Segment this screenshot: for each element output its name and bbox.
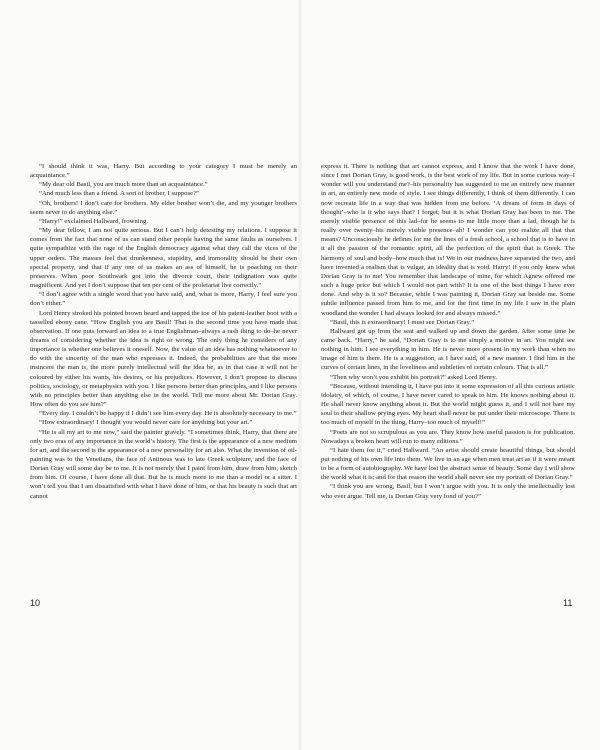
paragraph: “How extraordinary! I thought you would never care for anything but your art.” (39, 419, 253, 427)
paragraph: “Because, without intending it, I have put into it some expression of all this curious artistic idolatry, of which, of course, I have never cared to speak to him. He knows nothing about it. He shall never know anything about it. But the world might guess it, and I will not bare my soul to their shallow prying eyes. My heart shall never be put under their microscope. There is too much of myself in the thing, Harry–too much of myself!” (321, 382, 575, 427)
paragraph: “He is all my art to me now,” said the painter gravely. “I sometimes think, Harry, that there are only two eras of any importance in the world’s history. The first is the appearance of a new medium for art, and the second is the appearance of a new personality for art also. What the invention of oil-painting was to the Venetians, the face of Antinous was to late Greek sculpture, and the face of Dorian Gray will some day be to me. It is not merely that I paint from him, draw from him, sketch from him. Of course, I have done all that. But he is much more to me than a model or a sitter. I won’t tell you that I am dissatisfied with what I have done of him, or that his beauty is such that art cannot (30, 428, 297, 500)
paragraph: “Basil, this is extraordinary! I must see Dorian Gray.” (330, 318, 475, 326)
paragraph: Hallward got up from the seat and walked up and down the garden. After some time he came back. “Harry,” he said, “Dorian Gray is to me simply a motive in art. You might see nothing in him. I see everything in him. He is never more present in my work than when no image of him is there. He is a suggestion, as I have said, of a new manner. I find him in the curves of certain lines, in the loveliness and subtleties of certain colours. That is all.” (321, 327, 575, 372)
paragraph: “My dear fellow, I am not quite serious. But I can’t help detesting my relations. I suppose it comes from the fact that none of us can stand other people having the same faults as ourselves. I quite sympathize with the rage of the English democracy against what they call the vices of the upper orders. The masses feel that drunkenness, stupidity, and immorality should be their own special property, and that if any one of us makes an ass of himself, he is poaching on their preserves. When poor Southwark got into the divorce court, their indignation was quite magnificent. And yet I don’t suppose that ten per cent of the proletariat live correctly.” (30, 227, 297, 290)
page-number-left: 10 (30, 598, 41, 608)
paragraph: “My dear old Basil, you are much more than an acquaintance.” (39, 181, 208, 189)
paragraph: “I should think it was, Harry. But according to your category I must be merely an acquaintance.” (30, 163, 297, 180)
book-gutter (298, 0, 302, 750)
paragraph: “Every day. I couldn’t be happy if I didn’t see him every day. He is absolutely necessary to me.” (39, 410, 297, 418)
paragraph: “I hate them for it,” cried Hallward. “An artist should create beautiful things, but should put nothing of his own life into them. We live in an age when men treat art as if it were meant to be a form of autobiography. We have lost the abstract sense of beauty. Some day I will show the world what it is; and for that reason the world shall never see my portrait of Dorian Gray.” (321, 446, 575, 482)
paragraph: “And much less than a friend. A sort of brother, I suppose?” (39, 190, 200, 198)
paragraph: express it. There is nothing that art cannot express, and I know that the work I have done, since I met Dorian Gray, is good work, is the best work of my life. But in some curious way–I wonder will you understand me?–his personality has suggested to me an entirely new manner in art, an entirely new mode of style. I see things differently, I think of them differently. I can now recreate life in a way that was hidden from me before. ‘A dream of form in days of thought’–who is it who says that? I forget; but it is what Dorian Gray has been to me. The merely visible presence of this lad–for he seems to me little more than a lad, though he is really over twenty–his merely visible presence–ah! I wonder can you realize all that that means? Unconsciously he defines for me the lines of a fresh school, a school that is to have in it all the passion of the romantic spirit, all the perfection of the spirit that is Greek. The harmony of soul and body–how much that is! We in our madness have separated the two, and have invented a realism that is vulgar, an ideality that is void. Harry! if you only knew what Dorian Gray is to me! You remember that landscape of mine, for which Agnew offered me such a huge price but which I would not part with? It is one of the best things I have ever done. And why is it so? Because, while I was painting it, Dorian Gray sat beside me. Some subtle influence passed from him to me, and for the first time in my life I saw in the plain woodland the wonder I had always looked for and always missed.” (321, 163, 575, 317)
paragraph: “I don’t agree with a single word that you have said, and, what is more, Harry, I feel sure you don’t either.” (30, 291, 297, 308)
paragraph: “Oh, brothers! I don’t care for brothers. My elder brother won’t die, and my younger brothers seem never to do anything else.” (30, 199, 297, 216)
paragraph: “I think you are wrong, Basil, but I won’t argue with you. It is only the intellectually lost who ever argue. Tell me, is Dorian Gray very fond of you?” (321, 483, 575, 500)
right-page-text (321, 162, 575, 501)
paragraph: Lord Henry stroked his pointed brown beard and tapped the toe of his patent-leather boot with a tasselled ebony cane. “How English you are Basil! That is the second time you have made that observation. If one puts forward an idea to a true Englishman–always a rash thing to do–he never dreams of considering whether the idea is right or wrong. The only thing he considers of any importance is whether one believes it oneself. Now, the value of an idea has nothing whatsoever to do with the sincerity of the man who expresses it. Indeed, the probabilities are that the more insincere the man is, the more purely intellectual will the idea be, as in that case it will not be coloured by either his wants, his desires, or his prejudices. However, I don’t propose to discuss politics, sociology, or metaphysics with you. I like persons better than principles, and I like persons with no principles better than anything else in the world. Tell me more about Mr. Dorian Gray. How often do you see him?” (30, 309, 297, 409)
paragraph: “Harry!” exclaimed Hallward, frowning. (39, 217, 148, 225)
paragraph: “Poets are not so scrupulous as you are. They know how useful passion is for publication. Nowadays a broken heart will run to many editions.” (321, 428, 575, 445)
paragraph: “Then why won’t you exhibit his portrait?” asked Lord Henry. (330, 373, 497, 381)
page-number-right: 11 (563, 598, 573, 608)
left-page-text (30, 162, 297, 501)
